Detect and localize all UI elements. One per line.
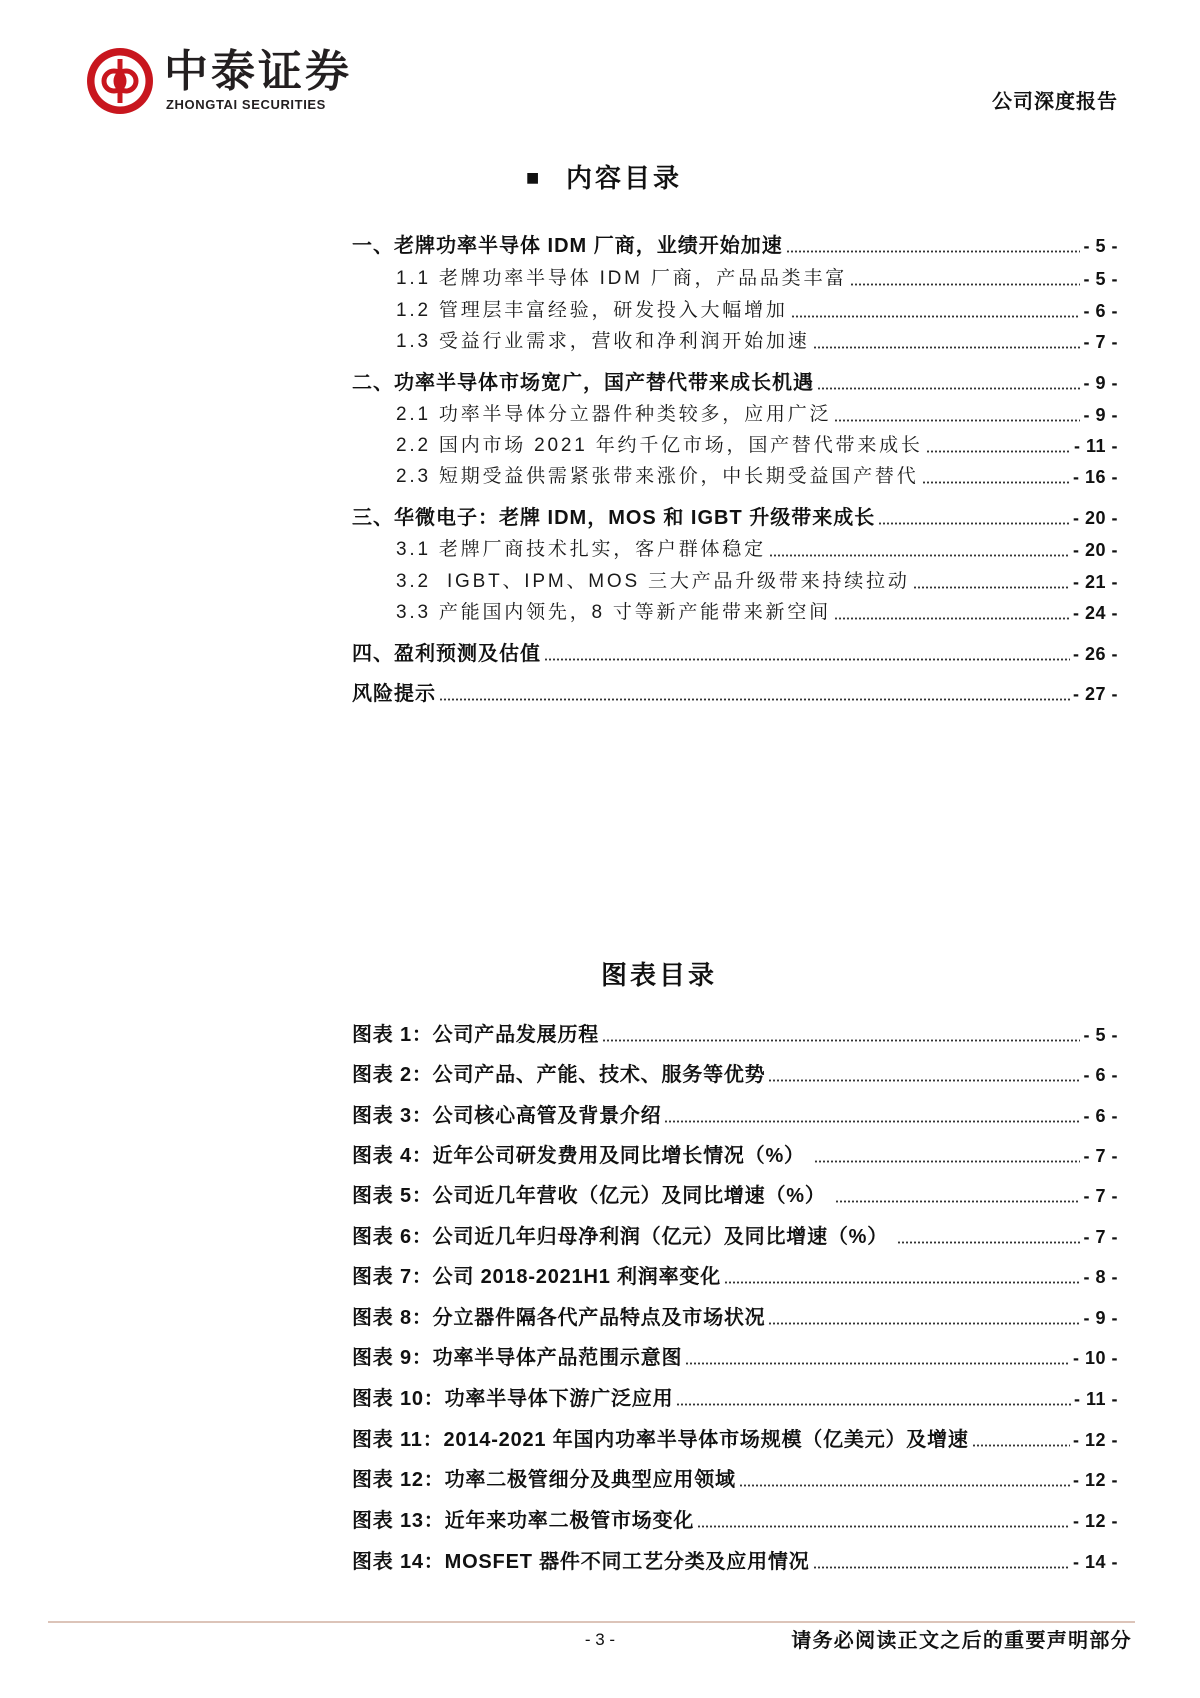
figure-entry-page: - 12 -: [1072, 1430, 1118, 1450]
dot-leader: [878, 522, 1070, 525]
toc-entry-title: 3.3 产能国内领先，8 寸等新产能带来新空间: [396, 602, 831, 623]
toc-subsection-entry[interactable]: [396, 267, 1118, 291]
toc-section-heading[interactable]: [352, 371, 1118, 395]
dot-leader: [768, 1322, 1080, 1325]
figure-list-entry[interactable]: [352, 1346, 1118, 1370]
toc-subsection-entry[interactable]: [396, 465, 1118, 489]
dot-leader: [768, 1079, 1080, 1082]
dot-leader: [697, 1525, 1070, 1528]
dot-leader: [813, 346, 1081, 349]
figure-entry-page: - 6 -: [1083, 1065, 1118, 1085]
figure-list-entry[interactable]: [352, 1144, 1118, 1168]
toc-entry-page: - 9 -: [1083, 405, 1118, 425]
dot-leader: [850, 283, 1080, 286]
dot-leader: [664, 1120, 1080, 1123]
toc-subsection-entry[interactable]: [396, 403, 1118, 427]
dot-leader: [897, 1241, 1080, 1244]
figure-entry-title: 图表 11：2014-2021 年国内功率半导体市场规模（亿美元）及增速: [352, 1429, 969, 1451]
figure-entry-title: 图表 12：功率二极管细分及典型应用领域: [352, 1469, 736, 1491]
figure-list-entry[interactable]: [352, 1306, 1118, 1330]
figure-list-entry[interactable]: [352, 1063, 1118, 1087]
dot-leader: [913, 586, 1070, 589]
figure-list-title: 图表目录: [601, 960, 718, 990]
figure-entry-page: - 12 -: [1072, 1511, 1118, 1531]
figure-list-entry[interactable]: [352, 1387, 1118, 1411]
toc-entry-page: - 20 -: [1072, 540, 1118, 560]
dot-leader: [739, 1484, 1070, 1487]
report-type-label: 公司深度报告: [992, 91, 1118, 113]
dot-leader: [724, 1281, 1080, 1284]
dot-leader: [602, 1039, 1080, 1042]
toc-entry-page: - 24 -: [1072, 603, 1118, 623]
figure-list-entry[interactable]: [352, 1184, 1118, 1208]
toc-entry-title: 3.2 IGBT、IPM、MOS 三大产品升级带来持续拉动: [396, 571, 910, 592]
figure-entry-title: 图表 2：公司产品、产能、技术、服务等优势: [352, 1064, 766, 1086]
dot-leader: [791, 315, 1081, 318]
toc-entry-title: 3.1 老牌厂商技术扎实，客户群体稳定: [396, 539, 766, 560]
figure-list-entry[interactable]: [352, 1104, 1118, 1128]
figure-entry-title: 图表 7：公司 2018-2021H1 利润率变化: [352, 1266, 722, 1288]
dot-leader: [439, 698, 1070, 701]
figure-entry-page: - 10 -: [1072, 1348, 1118, 1368]
figure-entry-page: - 7 -: [1083, 1186, 1118, 1206]
figure-entry-page: - 7 -: [1083, 1227, 1118, 1247]
figure-entry-title: 图表 1：公司产品发展历程: [352, 1024, 600, 1046]
figure-entry-page: - 12 -: [1072, 1470, 1118, 1490]
toc-entry-page: - 6 -: [1083, 301, 1118, 321]
dot-leader: [814, 1160, 1080, 1163]
toc-entry-title: 2.2 国内市场 2021 年约千亿市场，国产替代带来成长: [396, 435, 923, 456]
figure-entry-title: 图表 14：MOSFET 器件不同工艺分类及应用情况: [352, 1551, 810, 1573]
dot-leader: [922, 481, 1070, 484]
figure-list-entry[interactable]: [352, 1509, 1118, 1533]
dot-leader: [817, 387, 1080, 390]
figure-entry-page: - 6 -: [1083, 1106, 1118, 1126]
dot-leader: [813, 1566, 1070, 1569]
figure-entry-title: 图表 10：功率半导体下游广泛应用: [352, 1388, 674, 1410]
figure-entry-title: 图表 5：公司近几年营收（亿元）及同比增速（%）: [352, 1185, 833, 1207]
zhongtai-logo-icon: [86, 47, 154, 115]
toc-entry-page: - 9 -: [1083, 373, 1118, 393]
toc-entry-title: 四、盈利预测及估值: [352, 643, 541, 665]
toc-subsection-entry[interactable]: [396, 570, 1118, 594]
dot-leader: [769, 554, 1070, 557]
toc-subsection-entry[interactable]: [396, 330, 1118, 354]
toc-subsection-entry[interactable]: [396, 601, 1118, 625]
toc-section-heading[interactable]: [352, 234, 1118, 258]
dot-leader: [544, 658, 1070, 661]
toc-entry-title: 2.3 短期受益供需紧张带来涨价，中长期受益国产替代: [396, 466, 919, 487]
figure-entry-title: 图表 4：近年公司研发费用及同比增长情况（%）: [352, 1145, 812, 1167]
toc-entry-page: - 27 -: [1072, 684, 1118, 704]
dot-leader: [834, 419, 1080, 422]
figure-entry-page: - 9 -: [1083, 1308, 1118, 1328]
footer-divider: [48, 1621, 1135, 1623]
toc-entry-page: - 11 -: [1073, 436, 1118, 456]
page-number: - 3 -: [584, 1630, 616, 1649]
figure-entry-title: 图表 9：功率半导体产品范围示意图: [352, 1347, 683, 1369]
toc-entry-title: 1.2 管理层丰富经验，研发投入大幅增加: [396, 300, 788, 321]
figure-entry-page: - 14 -: [1072, 1552, 1118, 1572]
toc-section-heading[interactable]: [352, 506, 1118, 530]
toc-entry-page: - 5 -: [1083, 269, 1118, 289]
figure-entry-title: 图表 3：公司核心高管及背景介绍: [352, 1105, 662, 1127]
figure-entry-page: - 11 -: [1073, 1389, 1118, 1409]
toc-subsection-entry[interactable]: [396, 434, 1118, 458]
toc-entry-title: 二、功率半导体市场宽广，国产替代带来成长机遇: [352, 372, 814, 394]
figure-list-entry[interactable]: [352, 1265, 1118, 1289]
toc-entry-page: - 26 -: [1072, 644, 1118, 664]
toc-entry-title: 2.1 功率半导体分立器件种类较多，应用广泛: [396, 404, 832, 425]
figure-list-entry[interactable]: [352, 1468, 1118, 1492]
figure-list-entry[interactable]: [352, 1428, 1118, 1452]
toc-entry-page: - 5 -: [1083, 236, 1118, 256]
figure-entry-page: - 5 -: [1083, 1025, 1118, 1045]
dot-leader: [786, 250, 1081, 253]
footer-disclaimer: 请务必阅读正文之后的重要声明部分: [791, 1630, 1132, 1652]
brand-name-en: ZHONGTAI SECURITIES: [166, 97, 326, 112]
toc-entry-title: 风险提示: [352, 683, 436, 705]
figure-list-entry[interactable]: [352, 1023, 1118, 1047]
toc-entry-page: - 16 -: [1072, 467, 1118, 487]
toc-title: 内容目录: [566, 163, 683, 193]
toc-entry-title: 一、老牌功率半导体 IDM 厂商，业绩开始加速: [352, 235, 783, 257]
dot-leader: [685, 1362, 1070, 1365]
figure-list-entry[interactable]: [352, 1225, 1118, 1249]
toc-section-heading[interactable]: [352, 682, 1118, 706]
toc-subsection-entry[interactable]: [396, 538, 1118, 562]
toc-entry-title: 1.1 老牌功率半导体 IDM 厂商，产品品类丰富: [396, 268, 848, 289]
toc-entry-page: - 21 -: [1072, 572, 1118, 592]
toc-entry-page: - 20 -: [1072, 508, 1118, 528]
figure-entry-title: 图表 13：近年来功率二极管市场变化: [352, 1510, 695, 1532]
figure-entry-page: - 7 -: [1083, 1146, 1118, 1166]
dot-leader: [972, 1444, 1070, 1447]
toc-section-heading[interactable]: [352, 642, 1118, 666]
toc-subsection-entry[interactable]: [396, 299, 1118, 323]
dot-leader: [676, 1403, 1071, 1406]
dot-leader: [926, 450, 1071, 453]
dot-leader: [835, 1200, 1080, 1203]
toc-entry-title: 1.3 受益行业需求，营收和净利润开始加速: [396, 331, 810, 352]
figure-list-entry[interactable]: [352, 1550, 1118, 1574]
toc-entry-page: - 7 -: [1083, 332, 1118, 352]
brand-name-cn: 中泰证券: [164, 47, 352, 96]
figure-entry-title: 图表 6：公司近几年归母净利润（亿元）及同比增速（%）: [352, 1226, 895, 1248]
figure-entry-title: 图表 8：分立器件隔各代产品特点及市场状况: [352, 1307, 766, 1329]
dot-leader: [834, 617, 1070, 620]
toc-entry-title: 三、华微电子：老牌 IDM，MOS 和 IGBT 升级带来成长: [352, 507, 876, 529]
figure-entry-page: - 8 -: [1083, 1267, 1118, 1287]
square-bullet-icon: ■: [526, 170, 540, 186]
